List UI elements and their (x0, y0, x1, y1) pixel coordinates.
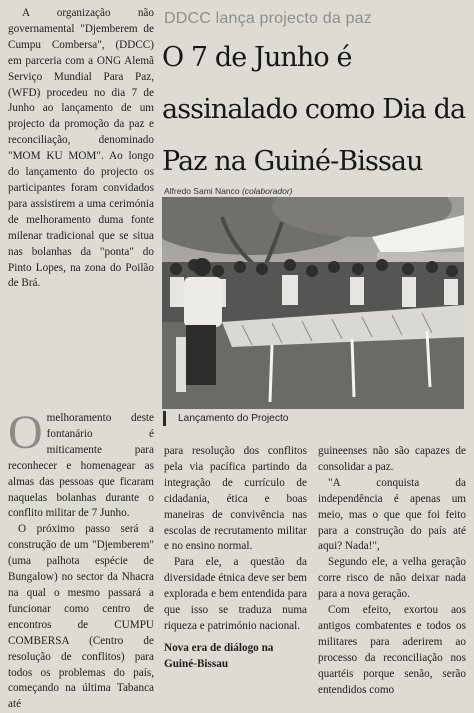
body-column-3 (318, 444, 466, 699)
col3-paragraph-2: "A conquista da independência é apenas um meio, mas o que que foi feito para a construção do país até aqui? Nada!", (318, 476, 466, 553)
photo-credit (164, 186, 293, 196)
section-subhead: Nova era de diálogo na Guiné-Bissau (164, 641, 274, 670)
col3-paragraph-1: guineenses não são capazes de consolidar a paz. (318, 445, 466, 473)
col2-paragraph-1: para resolução dos conflitos pela via pacífica partindo da integração de currículo de cidadania, ética e boas maneiras de convivência nas escolas de recrutamento militar e no ensino normal. (164, 445, 307, 553)
article-rubric: DDCC lança projecto da paz (164, 10, 372, 27)
article-photo (162, 197, 464, 409)
body-column-2 (164, 444, 307, 673)
photo-caption: Lançamento do Projecto (163, 411, 463, 426)
credit-name: Alfredo Sami Nanco (164, 186, 242, 196)
body-column-1 (8, 406, 154, 713)
photo-illustration (162, 197, 464, 409)
drop-cap: O (8, 406, 43, 459)
col3-paragraph-3: Segundo ele, a velha geração corre risco de não deixar nada para a nova geração. (318, 556, 466, 601)
credit-role: (colaborador) (241, 186, 293, 196)
intro-paragraph: A organização não governamental "Djemberem de Cumpu Combersa", (DDCC) em parceria com a ONG Alemã Serviço Mundial Para Paz, (WFD) procedeu no dia 7 de Junho ao lançamento de um projecto da promoção da paz e reconciliação, denominado "MOM KU MOM". Ao longo do lançamento do projecto os participantes foram convidados para assistirem a uma cerimónia de melhoramento duma fonte milenar tradicional que se situa nas bolanhas da "ponta" do Pinto Lopes, na zona do Poilão de Brá. (8, 7, 154, 290)
article-headline: O 7 de Junho é assinalado como Dia da Paz na Guiné-Bissau (162, 42, 466, 177)
col1-paragraph-2: O próximo passo será a construção de um "Djemberem" (uma palhota espécie de Bungalow) no sector da Nhacra na qual o mesmo passará a funcionar como centro de encontros de CUMPU COMBERSA (Centro de resolução de conflitos) para todos os problemas do país, começando na última Tabanca até (8, 523, 154, 711)
col3-paragraph-4: Com efeito, exortou aos antigos combatentes e todos os militares para aderirem ao processo da reconciliação nos quartéis porque senão, serão entendidos como (318, 604, 466, 696)
col2-paragraph-2: Para ele, a questão da diversidade étnica deve ser bem explorada e bem entendida para que isso se traduza numa riqueza e património nacional. (164, 556, 307, 632)
intro-column (8, 6, 154, 292)
col1-paragraph-1: melhoramento deste fontanário é miticamente para reconhecer e homenagear as almas das pessoas que ficaram naquelas bolanhas durante o conflito militar de 7 Junho. (8, 412, 154, 520)
